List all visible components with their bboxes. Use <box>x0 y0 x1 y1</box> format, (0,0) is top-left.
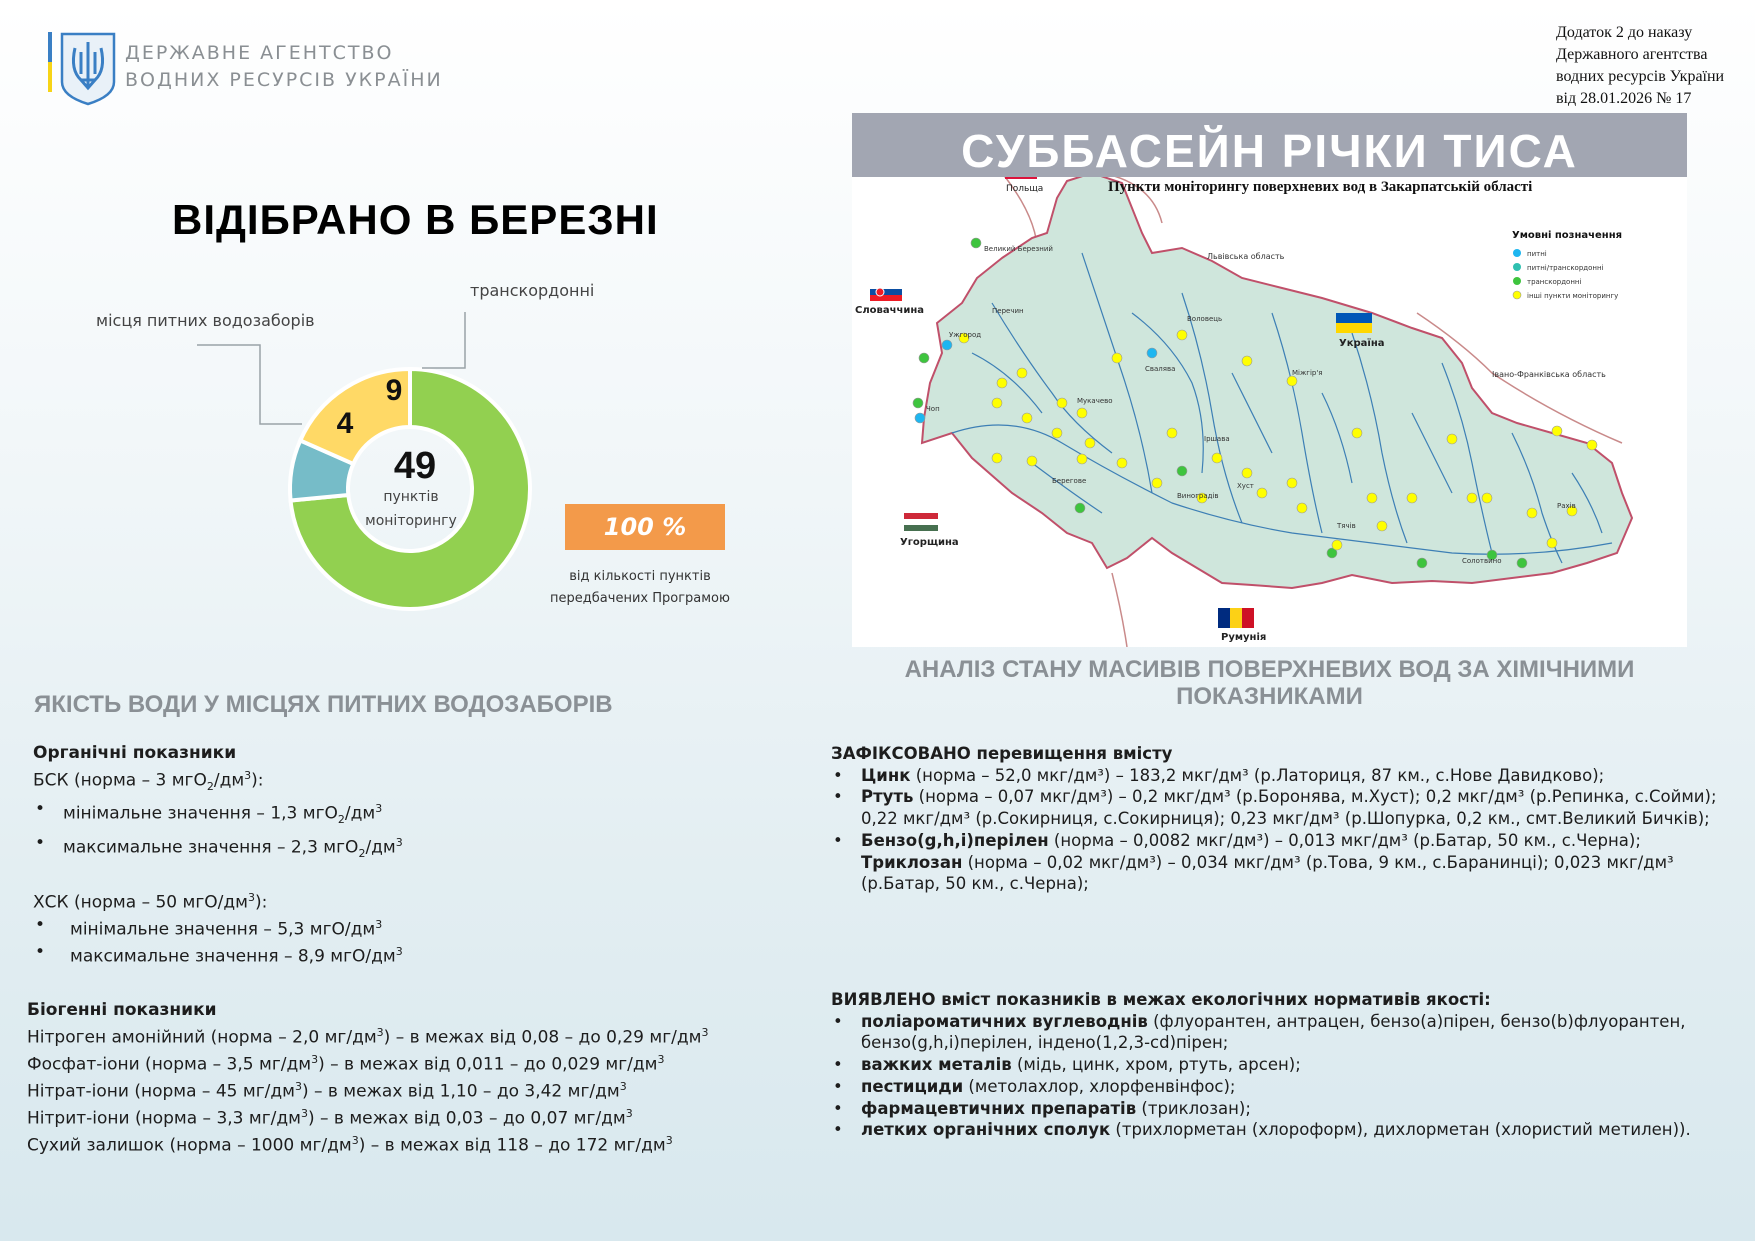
flag-slovakia <box>870 283 902 301</box>
biogenic-text: Нітроген амонійний (норма – 2,0 мг/дм <box>27 1027 377 1048</box>
group-name: пестициди <box>861 1076 964 1096</box>
group-text: (триклозан); <box>1136 1098 1251 1118</box>
sup-3: 3 <box>375 802 383 816</box>
hsk-tail: ): <box>254 892 268 913</box>
country-poland: Польща <box>1006 184 1044 194</box>
list-item <box>33 832 793 866</box>
sub-2: 2 <box>337 813 345 827</box>
within-list <box>831 1011 1711 1141</box>
country-ukraine: Україна <box>1339 338 1385 349</box>
biogenic-text: ) – в межах від 0,08 – до 0,29 мг/дм <box>383 1027 702 1048</box>
bsk-tail: ): <box>251 770 264 791</box>
trident-icon <box>48 30 118 106</box>
unit: /дм <box>365 837 396 858</box>
substance-text: (норма – 0,07 мкг/дм³) – 0,2 мкг/дм³ (р.Боронява, м.Хуст); 0,2 мкг/дм³ (р.Репинка, с.Сойми); 0,22 мкг/дм³ (р.Сокирниця, с.Сокирниця); 0,23 мкг/дм³ (р.Шопурка, 0,2 км., смт.Великий Бичків); <box>861 787 1717 829</box>
border-line <box>1112 573 1127 647</box>
unit: /дм <box>344 803 376 824</box>
town-label: Міжгір'я <box>1292 369 1323 377</box>
substance-name: Триклозан <box>861 852 963 872</box>
town-label: Мукачево <box>1077 397 1113 405</box>
agency-line-1: ДЕРЖАВНЕ АГЕНТСТВО <box>125 42 394 64</box>
note-line: водних ресурсів України <box>1556 68 1725 85</box>
list-item <box>33 798 793 832</box>
town-label: Великий Березний <box>984 245 1053 253</box>
bsk-line <box>33 765 793 799</box>
sup-3: 3 <box>376 1025 384 1039</box>
list-item <box>831 1011 1711 1054</box>
biogenic-row <box>27 1076 817 1103</box>
biogenic-row <box>27 1130 817 1157</box>
sup-3: 3 <box>244 768 252 782</box>
list-item <box>831 1098 1711 1120</box>
organic-title: Органічні показники <box>33 743 237 763</box>
town-label: Воловець <box>1187 315 1223 323</box>
donut-total-label-1: пунктів <box>383 489 439 505</box>
legend-item: транскордонні <box>1527 278 1582 286</box>
town-label: Виноградів <box>1177 492 1219 500</box>
sup-3: 3 <box>351 1134 359 1148</box>
biogenic-text: Нітрит-іони (норма – 3,3 мг/дм <box>27 1108 301 1129</box>
town-label: Перечин <box>992 307 1024 315</box>
flag-romania <box>1218 608 1254 628</box>
list-item <box>831 830 1736 895</box>
sup-3: 3 <box>665 1134 673 1148</box>
sup-3: 3 <box>300 1106 308 1120</box>
biogenic-text: ) – в межах від 0,03 – до 0,07 мг/дм <box>307 1108 626 1129</box>
exceed-rest: перевищення вмісту <box>970 744 1173 763</box>
region-ivano: Івано-Франківська область <box>1492 370 1606 379</box>
within-title: ВИЯВЛЕНО вміст показників в межах екологічних нормативів якості: <box>831 990 1491 1009</box>
biogenic-text: ) – в межах від 0,011 – до 0,029 мг/дм <box>318 1054 658 1075</box>
bsk-intro: БСК (норма – 3 мгО <box>33 770 207 791</box>
group-name: важких металів <box>861 1055 1012 1075</box>
sup-3: 3 <box>625 1106 633 1120</box>
note-line: від 28.01.2026 № 17 <box>1556 90 1692 107</box>
agency-line-2: ВОДНИХ РЕСУРСІВ УКРАЇНИ <box>125 69 443 91</box>
sup-3: 3 <box>247 891 255 905</box>
substance-name: Цинк <box>861 765 911 785</box>
list-item <box>831 1119 1711 1141</box>
within-block <box>831 989 1711 1141</box>
biogenic-text: Нітрат-іони (норма – 45 мг/дм <box>27 1081 295 1102</box>
country-hungary: Угорщина <box>900 537 959 548</box>
map-title: СУББАСЕЙН РІЧКИ ТИСА <box>961 125 1578 177</box>
note-line: Державного агентства <box>1556 46 1708 63</box>
donut-total-label-2: моніторингу <box>365 513 457 529</box>
group-text: (трихлорметан (хлороформ), дихлорметан (хлористий метилен)). <box>1110 1120 1691 1140</box>
list-item <box>831 765 1736 787</box>
list-item <box>831 1076 1711 1098</box>
biogenic-row <box>27 1103 817 1130</box>
right-heading-line: ПОКАЗНИКАМИ <box>1176 683 1363 710</box>
biogenic-text: ) – в межах від 1,10 – до 3,42 мг/дм <box>301 1081 620 1102</box>
biogenic-text: Сухий залишок (норма – 1000 мг/дм <box>27 1135 352 1156</box>
exceed-bold: ЗАФІКСОВАНО <box>831 744 971 763</box>
town-label: Берегове <box>1052 477 1087 485</box>
hsk-max: максимальне значення – 8,9 мгО/дм <box>70 947 396 968</box>
list-item <box>831 1054 1711 1076</box>
percent-note <box>540 566 740 610</box>
biogenic-title: Біогенні показники <box>27 1000 217 1020</box>
country-slovakia: Словаччина <box>855 305 925 316</box>
biogenic-row <box>27 1049 817 1076</box>
sup-3: 3 <box>657 1052 665 1066</box>
legend-title: Умовні позначення <box>1512 230 1623 241</box>
substance-text: (норма – 0,0082 мкг/дм³) – 0,013 мкг/дм³ (р.Батар, 50 км., с.Черна); <box>1048 830 1641 850</box>
sup-3: 3 <box>701 1025 709 1039</box>
bsk-unit: /дм <box>213 770 245 791</box>
biogenic-text: Фосфат-іони (норма – 3,5 мг/дм <box>27 1054 312 1075</box>
group-text: (мідь, цинк, хром, ртуть, арсен); <box>1011 1055 1301 1075</box>
map-subtitle: Пункти моніторингу поверхневих вод в Закарпатській області <box>1108 179 1533 195</box>
legend-transboundary: транскордонні <box>470 281 595 300</box>
country-romania: Румунія <box>1221 632 1267 643</box>
biogenic-row <box>27 1022 817 1049</box>
donut-total: 49 <box>393 445 437 487</box>
bsk-list <box>33 798 793 865</box>
town-label: Солотвино <box>1462 557 1502 565</box>
town-label: Тячів <box>1337 522 1356 530</box>
hsk-intro: ХСК (норма – 50 мгО/дм <box>33 892 248 913</box>
agency-name <box>125 40 443 94</box>
legend-item: інші пункти моніторингу <box>1527 292 1619 300</box>
sup-3: 3 <box>311 1052 319 1066</box>
town-label: Іршава <box>1204 435 1230 443</box>
exceed-block <box>831 743 1736 895</box>
hsk-min: мінімальне значення – 5,3 мгО/дм <box>70 919 376 940</box>
slice-value-transboundary: 9 <box>385 374 403 407</box>
group-name: фармацевтичних препаратів <box>861 1098 1137 1118</box>
exceed-list <box>831 765 1736 895</box>
sup-3: 3 <box>395 835 403 849</box>
sup-3: 3 <box>294 1079 302 1093</box>
sub-2: 2 <box>206 779 214 793</box>
percent-note-line: від кількості пунктів <box>569 569 711 584</box>
biogenic-text: ) – в межах від 118 – до 172 мг/дм <box>358 1135 666 1156</box>
main-title: ВІДІБРАНО В БЕРЕЗНІ <box>172 196 659 243</box>
list-item <box>33 941 793 968</box>
town-label: Чоп <box>926 405 940 413</box>
right-heading <box>852 656 1687 710</box>
organic-block <box>33 742 793 969</box>
hsk-line <box>33 887 793 914</box>
flag-ukraine <box>1336 313 1372 333</box>
legend-drinking: місця питних водозаборів <box>96 311 315 330</box>
note-line: Додаток 2 до наказу <box>1556 24 1693 41</box>
map-svg <box>852 113 1687 647</box>
sup-3: 3 <box>395 945 403 959</box>
substance-text: (норма – 52,0 мкг/дм³) – 183,2 мкг/дм³ (р.Латориця, 87 км., с.Нове Давидково); <box>910 765 1605 785</box>
bsk-min: мінімальне значення – 1,3 мгО <box>63 803 338 824</box>
exceed-title <box>831 743 1736 765</box>
region-lviv: Львівська область <box>1207 252 1285 261</box>
list-item <box>33 914 793 941</box>
slice-value-drinking: 4 <box>336 407 354 440</box>
legend-item: питні <box>1527 250 1547 258</box>
town-label: Ужгород <box>949 331 982 339</box>
callout-line-transboundary <box>422 312 465 368</box>
legend-item: питні/транскордонні <box>1527 264 1604 272</box>
substance-text: (норма – 0,02 мкг/дм³) – 0,034 мкг/дм³ (р.Това, 9 км., с.Баранинці); 0,023 мкг/дм³ (р.Батар, 50 км., с.Черна); <box>861 852 1674 894</box>
callout-line-drinking <box>197 345 302 424</box>
bsk-max: максимальне значення – 2,3 мгО <box>63 837 359 858</box>
flag-hungary <box>904 513 938 531</box>
sup-3: 3 <box>619 1079 627 1093</box>
map-panel <box>852 113 1687 647</box>
town-label: Хуст <box>1237 482 1254 490</box>
biogenic-block <box>27 999 817 1157</box>
town-label: Свалява <box>1145 365 1176 373</box>
percent-badge: 100 % <box>565 504 725 550</box>
group-text: (метолахлор, хлорфенвінфос); <box>963 1076 1236 1096</box>
sup-3: 3 <box>375 918 383 932</box>
group-name: поліароматичних вуглеводнів <box>861 1011 1148 1031</box>
left-heading: ЯКІСТЬ ВОДИ У МІСЦЯХ ПИТНИХ ВОДОЗАБОРІВ <box>34 691 613 718</box>
substance-name: Бензо(g,h,i)перілен <box>861 830 1049 850</box>
list-item <box>831 786 1736 829</box>
hsk-list <box>33 914 793 968</box>
right-heading-line: АНАЛІЗ СТАНУ МАСИВІВ ПОВЕРХНЕВИХ ВОД ЗА ХІМІЧНИМИ <box>904 656 1635 683</box>
town-label: Рахів <box>1557 502 1576 510</box>
logo <box>48 30 118 106</box>
substance-name: Ртуть <box>861 787 914 807</box>
group-text: (флуорантен, антрацен, бензо(а)пірен, бензо(b)флуорантен, бензо(g,h,i)перілен, індено(1,2,3-cd)пірен; <box>861 1011 1686 1053</box>
order-note <box>1556 22 1724 110</box>
percent-note-line: передбачених Програмою <box>550 591 730 606</box>
group-name: летких органічних сполук <box>861 1120 1111 1140</box>
sub-2: 2 <box>358 846 366 860</box>
